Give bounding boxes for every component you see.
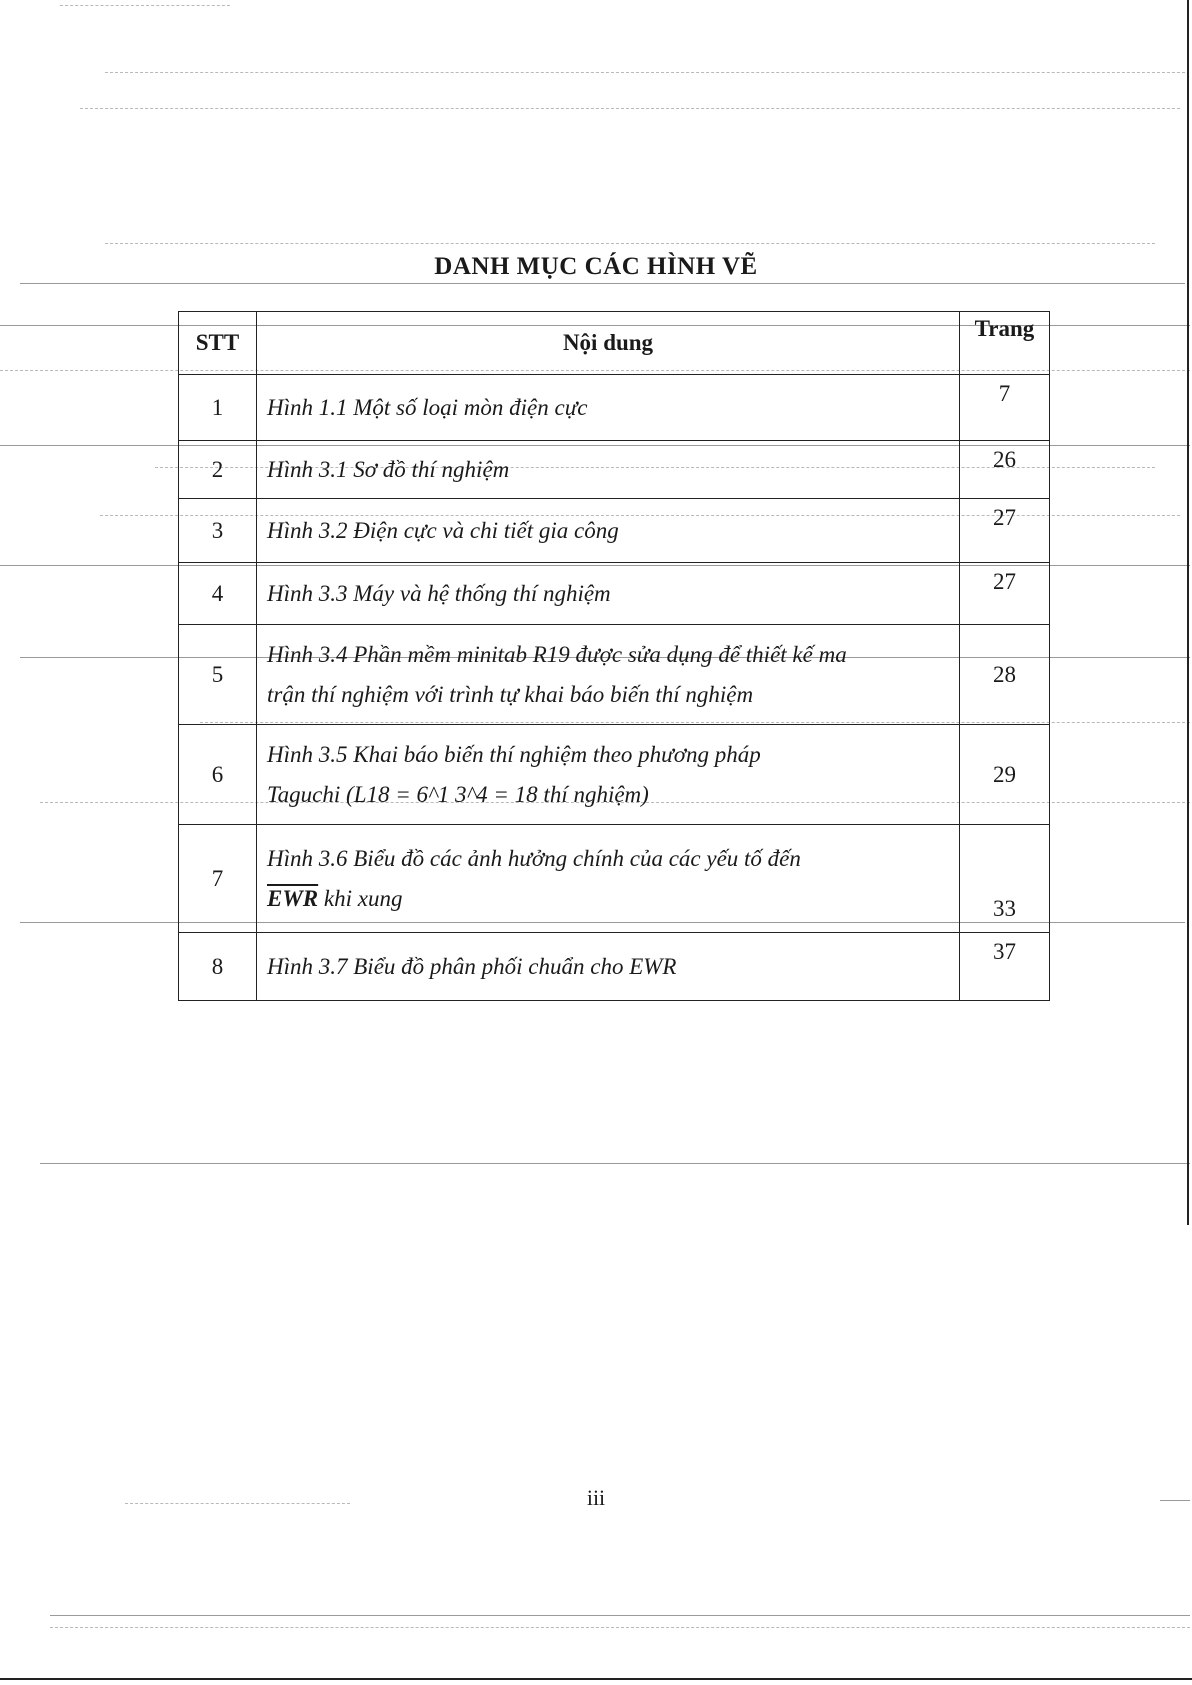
column-header-page: Trang	[960, 312, 1050, 375]
table-row	[179, 625, 1050, 725]
scan-artifact-line	[0, 1678, 1192, 1680]
row-content: Hình 3.1 Sơ đồ thí nghiệm	[257, 441, 960, 499]
table-row	[179, 499, 1050, 563]
scan-artifact-line	[80, 108, 1180, 109]
row-content-line	[267, 879, 951, 919]
row-stt: 3	[179, 499, 257, 563]
row-page: 27	[960, 563, 1050, 625]
scan-artifact-line	[60, 5, 230, 6]
row-page: 28	[960, 625, 1050, 725]
row-content: Hình 3.3 Máy và hệ thống thí nghiệm	[257, 563, 960, 625]
table-row	[179, 933, 1050, 1001]
row-page: 33	[960, 825, 1050, 933]
row-stt: 6	[179, 725, 257, 825]
row-content: Hình 3.2 Điện cực và chi tiết gia công	[257, 499, 960, 563]
row-content	[257, 825, 960, 933]
row-content-line-rest: khi xung	[318, 885, 403, 911]
row-page: 26	[960, 441, 1050, 499]
row-page: 7	[960, 375, 1050, 441]
row-content	[257, 625, 960, 725]
row-page: 37	[960, 933, 1050, 1001]
row-content: Hình 1.1 Một số loại mòn điện cực	[257, 375, 960, 441]
table-row	[179, 725, 1050, 825]
page-number: iii	[586, 1485, 606, 1510]
scan-artifact-line	[105, 243, 1155, 244]
column-header-content: Nội dung	[257, 312, 960, 375]
row-content	[257, 725, 960, 825]
table-row	[179, 563, 1050, 625]
table-row	[179, 375, 1050, 441]
scan-artifact-line	[105, 72, 1185, 73]
figure-list-table	[178, 311, 1050, 1001]
row-content-line: Taguchi (L18 = 6^1 3^4 = 18 thí nghiệm)	[267, 781, 649, 807]
page-title: DANH MỤC CÁC HÌNH VẼ	[434, 252, 758, 280]
scan-artifact-line	[20, 283, 1185, 284]
row-content-line: Hình 3.4 Phần mềm minitab R19 được sửa dụng để thiết kế ma	[267, 641, 847, 667]
scan-artifact-line	[50, 1627, 1190, 1628]
table-row	[179, 825, 1050, 933]
row-content-line: trận thí nghiệm với trình tự khai báo biến thí nghiệm	[267, 681, 754, 707]
row-stt: 4	[179, 563, 257, 625]
row-content-line: Hình 3.6 Biểu đồ các ảnh hưởng chính của các yếu tố đến	[267, 845, 801, 871]
row-page: 29	[960, 725, 1050, 825]
row-stt: 7	[179, 825, 257, 933]
scan-artifact-line	[50, 1615, 1190, 1616]
column-header-stt: STT	[179, 312, 257, 375]
scan-edge-shadow	[1187, 0, 1189, 1225]
scan-artifact-line	[40, 1163, 1190, 1164]
row-content-line: Hình 3.5 Khai báo biến thí nghiệm theo phương pháp	[267, 741, 761, 767]
row-page: 27	[960, 499, 1050, 563]
row-stt: 5	[179, 625, 257, 725]
row-stt: 2	[179, 441, 257, 499]
row-content: Hình 3.7 Biểu đồ phân phối chuẩn cho EWR	[257, 933, 960, 1001]
row-stt: 1	[179, 375, 257, 441]
table-row	[179, 441, 1050, 499]
row-stt: 8	[179, 933, 257, 1001]
ewr-symbol: $\overline{EWR}$	[267, 885, 319, 911]
table-header-row	[179, 312, 1050, 375]
